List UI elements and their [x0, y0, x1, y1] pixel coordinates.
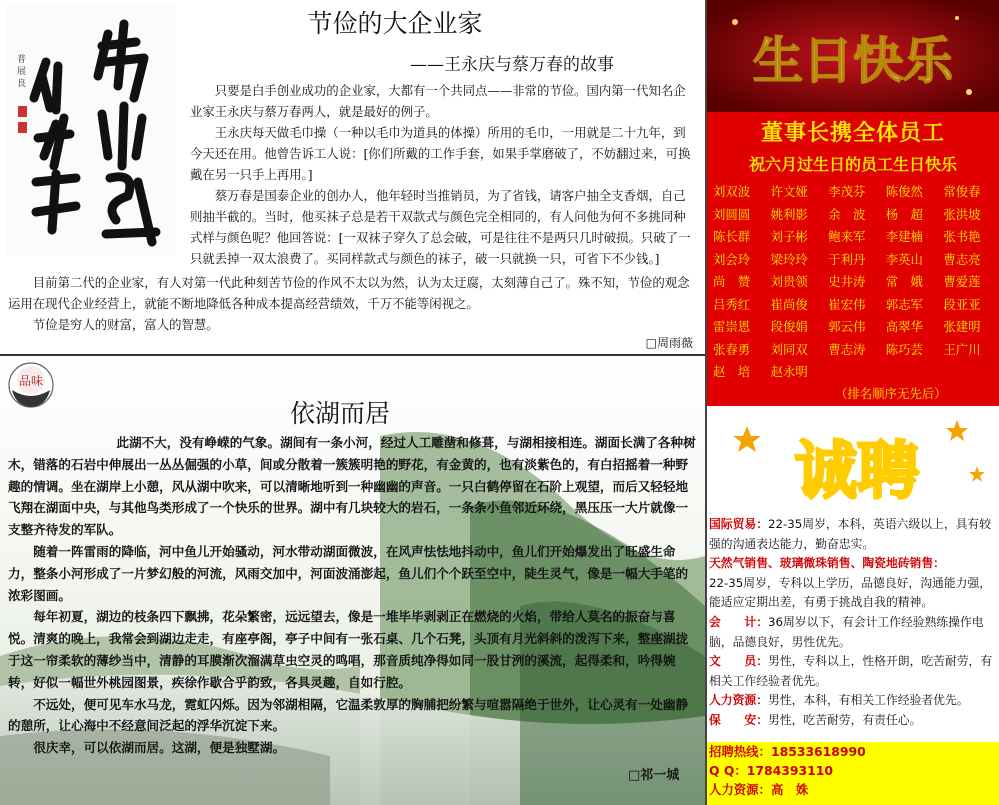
birthday-name-cell: 梁玲玲 [770, 251, 808, 267]
birthday-names-row [709, 360, 997, 383]
birthday-name-cell: 杨 超 [885, 206, 923, 222]
birthday-name-cell: 曹志亮 [943, 251, 981, 267]
birthday-subtitle: 祝六月过生日的员工生日快乐 [748, 155, 957, 174]
birthday-name-cell: 史井涛 [828, 274, 866, 290]
birthday-name-cell: 曹志涛 [828, 341, 866, 357]
birthday-name-cell: 郭志军 [885, 296, 923, 312]
article-author: □周雨薇 [645, 336, 693, 350]
birthday-name-cell: 刘贵领 [770, 274, 808, 290]
job-list [709, 515, 995, 731]
birthday-name-cell: 刘同双 [770, 341, 808, 357]
recruit-hotline: 招聘热线：18533618990 [709, 744, 866, 759]
job-desc: 男性，吃苦耐劳，有责任心。 [768, 712, 922, 727]
birthday-name-cell: 刘会玲 [713, 251, 751, 267]
birthday-names-row [709, 248, 997, 271]
birthday-banner-text: 生日快乐 [753, 32, 953, 90]
article-paragraph: 不远处，便可见车水马龙，霓虹闪烁。因为邻湖相隔，它温柔敦厚的胸脯把纷繁与喧嚣隔绝于世外，让心灵有一处幽静的憩所，让心海中不经意间泛起的浮华沉淀下来。 [8, 696, 689, 734]
birthday-name-cell: 张洪坡 [943, 206, 981, 222]
article-author: □祁一城 [628, 768, 680, 783]
article-title: 依湖而居 [289, 399, 390, 428]
recruit-hr-contact: 人力资源：高 姝 [709, 782, 809, 797]
job-desc: 22-35周岁，专科以上学历，品德良好，沟通能力强，能适应定期出差，有勇于挑战自我的精神。 [709, 575, 992, 610]
right-column [707, 0, 999, 805]
article-subtitle: ——王永庆与蔡万春的故事 [410, 55, 614, 75]
article-body [190, 80, 696, 269]
birthday-name-cell: 李茂芬 [828, 184, 866, 200]
birthday-name-cell: 张书艳 [943, 229, 981, 245]
article-paragraph: 蔡万春是国泰企业的创办人，他年轻时当推销员，为了省钱，请客户抽全支香烟，自己则抽半截的。当时，他买袜子总是若干双款式与颜色完全相同的，有人问他为何不多挑同种式样与颜色呢？他回答说：[一双袜子穿久了总会破，可是往往不是两只几时破损。只破了一只就丢掉一双太浪费了。买同样款式与颜色的袜子，破一只就换一只，可省下不少钱。] [190, 188, 691, 266]
birthday-names-row [709, 338, 997, 361]
recruit-contact [707, 742, 999, 805]
birthday-name-cell: 刘子彬 [770, 229, 808, 245]
birthday-name-cell: 吕秀红 [713, 296, 751, 312]
job-role: 人力资源： [709, 693, 768, 708]
birthday-name-cell: 郭云伟 [828, 319, 866, 335]
birthday-name-cell: 陈长群 [713, 229, 751, 245]
article-paragraph: 目前第二代的企业家，有人对第一代此种刻苦节俭的作风不太以为然，认为太迂腐，太刻薄自己了。殊不知，节俭的观念运用在现代企业经营上，就能不断地降低各种成本提高经营绩效，千万不能等闲视之。 [8, 275, 690, 311]
birthday-name-cell: 张建明 [943, 319, 981, 335]
birthday-panel [707, 112, 999, 406]
recruit-banner [707, 406, 999, 511]
job-role: 会 计： [709, 614, 768, 629]
recruit-qq: Q Q：1784393110 [709, 763, 833, 778]
birthday-names-row [709, 225, 997, 248]
job-item [709, 613, 995, 652]
birthday-names-row [709, 315, 997, 338]
birthday-name-cell: 段俊娟 [770, 319, 808, 335]
birthday-name-cell: 张春勇 [713, 341, 751, 357]
birthday-name-cell: 崔宏伟 [828, 296, 866, 312]
job-role: 文 员： [709, 654, 768, 669]
article-body [8, 432, 700, 759]
job-desc: 男性，本科，有相关工作经验者优先。 [768, 693, 969, 708]
article-paragraph: 节俭是穷人的财富，富人的智慧。 [32, 317, 219, 332]
birthday-name-cell: 陈巧芸 [885, 341, 923, 357]
birthday-names-row [709, 293, 997, 316]
birthday-name-cell: 常俊春 [943, 184, 981, 200]
birthday-name-cell: 崔尚俊 [770, 296, 808, 312]
birthday-names-row [709, 270, 997, 293]
birthday-name-cell: 余 波 [828, 206, 866, 222]
article-paragraph: 只要是白手创业成功的企业家，大都有一个共同点——非常的节俭。国内第一代知名企业家王永庆与蔡万春两人，就是最好的例子。 [190, 83, 686, 119]
article-paragraph: 随着一阵雷雨的降临，河中鱼儿开始骚动，河水带动湖面微波，在风声怯怯地抖动中，鱼儿们开始爆发出了旺盛生命力，整条小河形成了一片梦幻般的河流，风雨交加中，河面波涌澎起，鱼儿们个个跃至空中，陡生灵气，像是一幅大手笔的浓彩图画。 [8, 543, 689, 603]
job-desc: 22-35周岁，本科，英语六级以上，具有较强的沟通表达能力，勤奋忠实。 [709, 517, 992, 551]
svg-text:普: 普 [15, 54, 25, 63]
article-lakeside-living [0, 356, 705, 805]
birthday-name-cell: 李英山 [885, 251, 923, 267]
birthday-name-cell: 刘圆圆 [713, 206, 751, 222]
birthday-name-cell: 雷崇恩 [713, 319, 751, 335]
calligraphy-artwork [6, 6, 176, 256]
job-item [709, 711, 995, 731]
job-role: 国际贸易： [709, 517, 768, 531]
birthday-name-cell: 赵永明 [770, 364, 808, 380]
birthday-note: （排名顺序无先后） [835, 386, 947, 401]
pinwei-logo [6, 360, 56, 410]
birthday-name-cell: 王广川 [943, 341, 981, 357]
birthday-name-cell: 于利丹 [828, 251, 866, 267]
article-frugal-entrepreneurs [0, 0, 705, 356]
svg-text:展: 展 [15, 66, 25, 75]
birthday-name-cell: 高翠华 [885, 319, 923, 335]
birthday-name-cell: 常 娥 [885, 274, 923, 290]
job-desc: 36周岁以下，有会计工作经验熟练操作电脑，品德良好，男性优先。 [709, 614, 984, 649]
birthday-names-row [709, 180, 997, 203]
logo-text: 品味 [18, 374, 44, 388]
birthday-name-cell: 段亚亚 [943, 296, 981, 312]
job-item [709, 515, 995, 554]
birthday-name-cell: 曹爱莲 [943, 274, 981, 290]
job-role: 天然气销售、玻璃微珠销售、陶瓷地砖销售： [709, 556, 945, 571]
birthday-name-cell: 鲍来军 [828, 229, 866, 245]
birthday-names-row [709, 203, 997, 226]
article-paragraph: 很庆幸，可以依湖而居。这湖，便是独墅湖。 [33, 740, 286, 756]
birthday-name-cell: 陈俊然 [885, 184, 923, 200]
article-paragraph: 此湖不大，没有峥嵘的气象。湖间有一条小河，经过人工雕凿和修葺，与湖相接相连。湖面长满了各种树木，错落的石岩中伸展出一丛丛倔强的小草，间或分散着一簇簇明艳的野花，有金黄的，也有淡紫色的，有白招摇着一种野趣的情调。坐在湖岸上小憩，风从湖中吹来，可以清晰地听到一种幽幽的声音。一只白鹤停留在石阶上观望，而后又轻轻地飞翔在湖面中央，与其他鸟类形成了一个快乐的世界。湖中有几块较大的岩石，一条条小鱼邻近环绕，黑压压一大片就像一支整齐待发的军队。 [8, 435, 696, 538]
birthday-name-cell: 尚 赞 [713, 274, 751, 290]
job-role: 保 安： [709, 712, 768, 727]
job-desc: 男性，专科以上，性格开朗，吃苦耐劳，有相关工作经验者优先。 [709, 654, 993, 688]
article-title: 节俭的大企业家 [307, 9, 483, 38]
birthday-title: 董事长携全体员工 [760, 121, 945, 146]
article-paragraph: 王永庆每天做毛巾操（一种以毛巾为道具的体操）所用的毛巾，一用就是二十九年，到今天还在用。他曾告诉工人说：[你们所戴的工作手套，如果手掌磨破了，不妨翻过来，可换戴在另一只手上再用。] [190, 125, 691, 182]
job-item [709, 691, 995, 711]
birthday-name-cell: 赵 培 [713, 364, 751, 380]
birthday-name-cell: 许文娅 [770, 184, 808, 200]
birthday-name-cell: 李建楠 [885, 229, 923, 245]
birthday-name-cell: 刘双波 [713, 184, 751, 200]
svg-text:良: 良 [15, 78, 25, 87]
birthday-names-table [709, 180, 997, 383]
article-body-tail [8, 272, 698, 335]
job-item [709, 652, 995, 691]
article-paragraph: 每年初夏，湖边的枝条四下飘拂，花朵繁密，远远望去，像是一堆毕毕剥剥正在燃烧的火焰，带给人莫名的振奋与喜悦。清爽的晚上，我常会到湖边走走，有座亭阁，亭子中间有一张石桌、几个石凳，头顶有月光斜斜的泼泻下来，整座湖拢于这一帘柔软的薄纱当中，清静的耳膜渐次溜满草虫空灵的鸣唱，那音质纯净得如同一股甘洌的溪流，起得柔和，吟得婉转，好似一幅世外桃园图景，疾徐作歇合乎韵致，各具灵趣，自如行腔。 [8, 609, 689, 690]
recruit-banner-text: 诚聘 [794, 434, 920, 507]
job-item [709, 554, 995, 613]
birthday-banner [707, 0, 999, 112]
birthday-name-cell: 姚利影 [770, 206, 808, 222]
